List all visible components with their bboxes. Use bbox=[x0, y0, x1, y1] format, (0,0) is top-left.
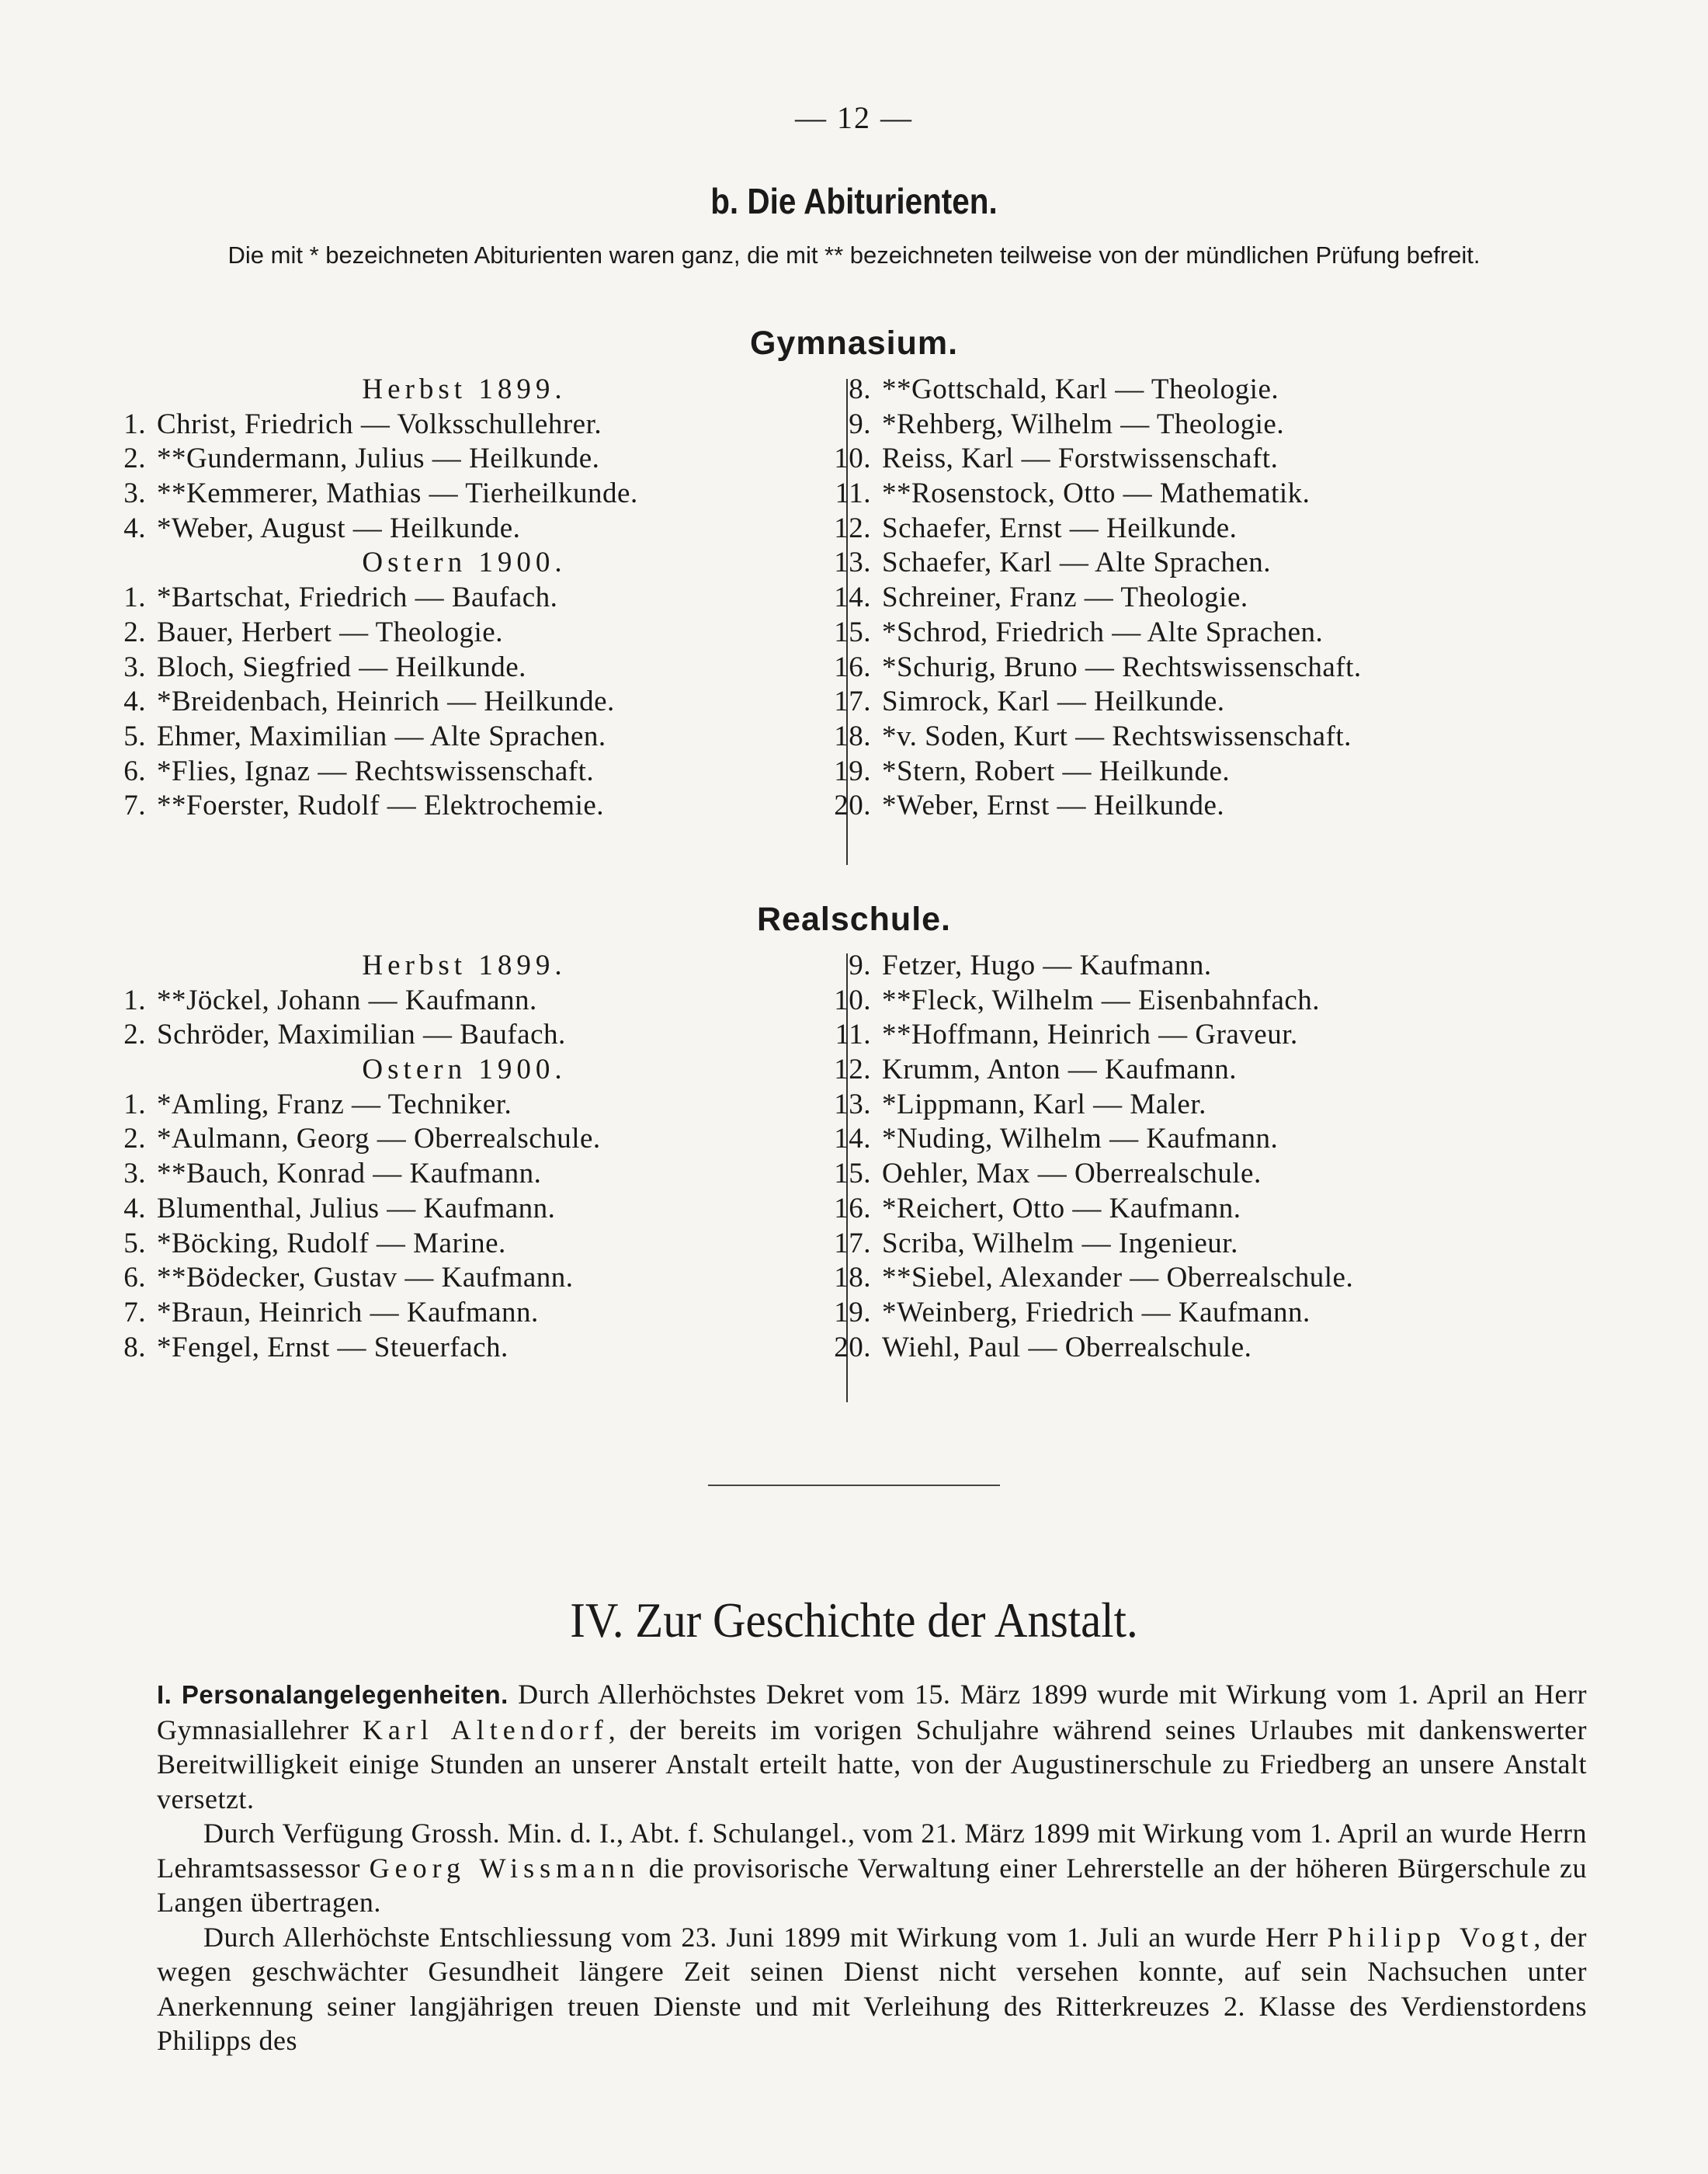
item-text: *Breidenbach, Heinrich — Heilkunde. bbox=[157, 686, 615, 718]
item-text: Schröder, Maximilian — Baufach. bbox=[157, 1019, 566, 1051]
list-item bbox=[817, 581, 1678, 616]
body-text bbox=[157, 1677, 1587, 2058]
paragraph-personal bbox=[157, 1677, 1587, 1816]
item-text: **Hoffmann, Heinrich — Graveur. bbox=[882, 1019, 1298, 1051]
list-item bbox=[92, 755, 837, 790]
item-text: Schreiner, Franz — Theologie. bbox=[882, 582, 1248, 614]
item-number: 12. bbox=[834, 1054, 871, 1086]
realschule-ostern-label: Ostern 1900. bbox=[362, 1054, 567, 1086]
item-number: 4. bbox=[123, 512, 146, 544]
list-item bbox=[92, 651, 837, 686]
subsection-heading: I. Personalangelegenheiten. bbox=[157, 1680, 509, 1709]
realschule-herbst-label: Herbst 1899. bbox=[362, 950, 567, 981]
item-number: 15. bbox=[834, 616, 871, 648]
paragraph-vogt bbox=[157, 1920, 1587, 2058]
item-number: 20. bbox=[834, 1331, 871, 1363]
item-number: 12. bbox=[834, 512, 871, 544]
item-number: 5. bbox=[123, 1227, 146, 1259]
list-item bbox=[817, 1122, 1678, 1157]
item-text: **Foerster, Rudolf — Elektrochemie. bbox=[157, 790, 605, 822]
item-number: 10. bbox=[834, 443, 871, 475]
page-number: — 12 — bbox=[795, 100, 913, 135]
list-item bbox=[817, 720, 1678, 755]
item-text: *Lippmann, Karl — Maler. bbox=[882, 1088, 1206, 1120]
item-number: 20. bbox=[834, 790, 871, 822]
realschule-ostern-left-list bbox=[92, 1088, 837, 1366]
item-text: *Fengel, Ernst — Steuerfach. bbox=[157, 1331, 509, 1363]
list-item bbox=[92, 1227, 837, 1262]
item-number: 18. bbox=[834, 720, 871, 752]
item-text: Wiehl, Paul — Oberrealschule. bbox=[882, 1331, 1252, 1363]
list-item bbox=[92, 1331, 837, 1366]
gymnasium-herbst-label: Herbst 1899. bbox=[362, 373, 567, 405]
item-text: *Reichert, Otto — Kaufmann. bbox=[882, 1192, 1241, 1224]
item-number: 3. bbox=[123, 478, 146, 510]
item-text: *Flies, Ignaz — Rechtswissenschaft. bbox=[157, 755, 595, 787]
item-text: Simrock, Karl — Heilkunde. bbox=[882, 686, 1225, 718]
item-text: Krumm, Anton — Kaufmann. bbox=[882, 1054, 1237, 1086]
exemption-note: Die mit * bezeichneten Abiturienten waren ganz, die mit ** bezeichneten teilweise von der mündlichen Prüfung befreit. bbox=[227, 241, 1481, 269]
item-number: 14. bbox=[834, 582, 871, 614]
list-item bbox=[92, 477, 837, 512]
item-text: Bauer, Herbert — Theologie. bbox=[157, 616, 503, 648]
realschule-left-column bbox=[92, 949, 837, 1365]
list-item bbox=[817, 512, 1678, 547]
item-text: *Aulmann, Georg — Oberrealschule. bbox=[157, 1123, 601, 1155]
list-item bbox=[817, 477, 1678, 512]
item-number: 19. bbox=[834, 1296, 871, 1328]
person-name: Karl Altendorf bbox=[362, 1714, 609, 1745]
gymnasium-heading: Gymnasium. bbox=[749, 325, 959, 362]
list-item bbox=[92, 581, 837, 616]
item-number: 10. bbox=[834, 984, 871, 1016]
list-item bbox=[817, 1261, 1678, 1296]
gymnasium-ostern-right-list bbox=[817, 373, 1678, 824]
list-item bbox=[92, 408, 837, 443]
list-item bbox=[92, 1088, 837, 1123]
paragraph-text: Durch Verfügung Grossh. Min. d. I., Abt. f. Schulangel., vom 21. März 1899 mit Wirkung vom 1. April an wurde Herrn Lehramtsassessor bbox=[157, 1818, 1587, 1884]
item-text: Scriba, Wilhelm — Ingenieur. bbox=[882, 1227, 1238, 1259]
item-number: 15. bbox=[834, 1158, 871, 1190]
item-number: 17. bbox=[834, 1227, 871, 1259]
item-number: 2. bbox=[123, 443, 146, 475]
list-item bbox=[817, 1018, 1678, 1053]
section-divider bbox=[708, 1485, 1000, 1486]
list-item bbox=[817, 1157, 1678, 1192]
item-text: **Gottschald, Karl — Theologie. bbox=[882, 373, 1279, 405]
list-item bbox=[817, 789, 1678, 824]
item-number: 5. bbox=[123, 720, 146, 752]
item-number: 8. bbox=[123, 1331, 146, 1363]
gymnasium-right-column bbox=[817, 373, 1678, 824]
realschule-right-column bbox=[817, 949, 1678, 1365]
item-number: 1. bbox=[123, 984, 146, 1016]
list-item bbox=[92, 984, 837, 1019]
list-item bbox=[92, 1192, 837, 1227]
list-item bbox=[817, 442, 1678, 477]
item-number: 9. bbox=[849, 950, 871, 981]
list-item bbox=[817, 1331, 1678, 1366]
item-number: 4. bbox=[123, 686, 146, 718]
paragraph-text: Durch Allerhöchstes Dekret vom 15. März 1899 wurde mit Wirkung vom 1. April an Herr Gymnasiallehrer bbox=[157, 1679, 1587, 1745]
item-number: 2. bbox=[123, 616, 146, 648]
item-text: *Stern, Robert — Heilkunde. bbox=[882, 755, 1231, 787]
item-number: 2. bbox=[123, 1123, 146, 1155]
gymnasium-ostern-label: Ostern 1900. bbox=[362, 547, 567, 579]
list-item bbox=[817, 1088, 1678, 1123]
item-text: **Gundermann, Julius — Heilkunde. bbox=[157, 443, 600, 475]
item-text: **Fleck, Wilhelm — Eisenbahnfach. bbox=[882, 984, 1321, 1016]
item-text: *Bartschat, Friedrich — Baufach. bbox=[157, 582, 558, 614]
item-number: 18. bbox=[834, 1262, 871, 1294]
item-number: 1. bbox=[123, 1088, 146, 1120]
list-item bbox=[92, 789, 837, 824]
item-number: 2. bbox=[123, 1019, 146, 1051]
paragraph-text: , der bereits im vorigen Schuljahre während seines Urlaubes mit dankenswerter Bereitwilligkeit einige Stunden an unserer Anstalt erteilt hatte, von der Augustinerschule zu Friedberg an unsere Anstalt versetzt. bbox=[157, 1714, 1587, 1815]
list-item bbox=[817, 373, 1678, 408]
item-text: *v. Soden, Kurt — Rechtswissenschaft. bbox=[882, 720, 1352, 752]
item-text: Christ, Friedrich — Volksschullehrer. bbox=[157, 408, 602, 440]
list-item bbox=[92, 1122, 837, 1157]
list-item bbox=[817, 408, 1678, 443]
realschule-herbst-list bbox=[92, 984, 837, 1053]
item-text: **Bödecker, Gustav — Kaufmann. bbox=[157, 1262, 574, 1294]
list-item bbox=[817, 616, 1678, 651]
item-text: **Rosenstock, Otto — Mathematik. bbox=[882, 478, 1311, 510]
item-text: *Braun, Heinrich — Kaufmann. bbox=[157, 1296, 539, 1328]
item-text: *Weinberg, Friedrich — Kaufmann. bbox=[882, 1296, 1311, 1328]
list-item bbox=[817, 1227, 1678, 1262]
paragraph-text: Durch Allerhöchste Entschliessung vom 23. Juni 1899 mit Wirkung vom 1. Juli an wurde Herr bbox=[203, 1921, 1328, 1953]
item-number: 13. bbox=[834, 1088, 871, 1120]
list-item bbox=[92, 442, 837, 477]
item-number: 8. bbox=[849, 373, 871, 405]
item-text: *Böcking, Rudolf — Marine. bbox=[157, 1227, 506, 1259]
item-number: 6. bbox=[123, 1262, 146, 1294]
list-item bbox=[92, 1157, 837, 1192]
item-number: 6. bbox=[123, 755, 146, 787]
list-item bbox=[92, 1296, 837, 1331]
person-name: Philipp Vogt bbox=[1327, 1921, 1534, 1953]
person-name: Georg Wissmann bbox=[369, 1852, 640, 1884]
item-number: 14. bbox=[834, 1123, 871, 1155]
item-text: **Bauch, Konrad — Kaufmann. bbox=[157, 1158, 542, 1190]
chapter-title: IV. Zur Geschichte der Anstalt. bbox=[570, 1592, 1138, 1648]
list-item bbox=[92, 616, 837, 651]
item-text: Ehmer, Maximilian — Alte Sprachen. bbox=[157, 720, 606, 752]
list-item bbox=[817, 1192, 1678, 1227]
list-item bbox=[817, 1296, 1678, 1331]
list-item bbox=[92, 1261, 837, 1296]
item-text: Oehler, Max — Oberrealschule. bbox=[882, 1158, 1262, 1190]
item-text: Fetzer, Hugo — Kaufmann. bbox=[882, 950, 1212, 981]
item-number: 16. bbox=[834, 651, 871, 683]
item-text: *Weber, Ernst — Heilkunde. bbox=[882, 790, 1225, 822]
list-item bbox=[817, 755, 1678, 790]
item-number: 3. bbox=[123, 1158, 146, 1190]
list-item bbox=[92, 720, 837, 755]
item-number: 9. bbox=[849, 408, 871, 440]
list-item bbox=[92, 1018, 837, 1053]
item-number: 16. bbox=[834, 1192, 871, 1224]
item-text: *Weber, August — Heilkunde. bbox=[157, 512, 521, 544]
item-number: 4. bbox=[123, 1192, 146, 1224]
item-number: 11. bbox=[835, 478, 871, 510]
list-item bbox=[817, 949, 1678, 984]
item-number: 1. bbox=[123, 582, 146, 614]
list-item bbox=[817, 685, 1678, 720]
item-text: *Amling, Franz — Techniker. bbox=[157, 1088, 512, 1120]
list-item bbox=[817, 984, 1678, 1019]
item-number: 7. bbox=[123, 1296, 146, 1328]
list-item bbox=[92, 685, 837, 720]
item-number: 1. bbox=[123, 408, 146, 440]
item-text: Blumenthal, Julius — Kaufmann. bbox=[157, 1192, 556, 1224]
list-item bbox=[817, 651, 1678, 686]
item-text: **Jöckel, Johann — Kaufmann. bbox=[157, 984, 537, 1016]
item-text: Bloch, Siegfried — Heilkunde. bbox=[157, 651, 526, 683]
item-text: *Schrod, Friedrich — Alte Sprachen. bbox=[882, 616, 1324, 648]
item-number: 19. bbox=[834, 755, 871, 787]
list-item bbox=[817, 1053, 1678, 1088]
item-number: 17. bbox=[834, 686, 871, 718]
paragraph-wissmann bbox=[157, 1816, 1587, 1920]
paragraph-text: , der wegen geschwächter Gesundheit längere Zeit seinen Dienst nicht versehen konnte, auf sein Nachsuchen unter Anerkennung seiner langjährigen treuen Dienste und mit Verleihung des Ritterkreuzes 2. Klasse des Verdienstordens Philipps des bbox=[157, 1921, 1587, 2056]
list-item bbox=[817, 546, 1678, 581]
item-text: **Kemmerer, Mathias — Tierheilkunde. bbox=[157, 478, 638, 510]
item-number: 13. bbox=[834, 547, 871, 579]
item-text: Reiss, Karl — Forstwissenschaft. bbox=[882, 443, 1279, 475]
item-text: Schaefer, Karl — Alte Sprachen. bbox=[882, 547, 1271, 579]
item-text: *Schurig, Bruno — Rechtswissenschaft. bbox=[882, 651, 1362, 683]
gymnasium-left-column bbox=[92, 373, 837, 824]
list-item bbox=[92, 512, 837, 547]
item-number: 7. bbox=[123, 790, 146, 822]
item-number: 11. bbox=[835, 1019, 871, 1051]
gymnasium-herbst-list bbox=[92, 408, 837, 547]
item-number: 3. bbox=[123, 651, 146, 683]
item-text: Schaefer, Ernst — Heilkunde. bbox=[882, 512, 1238, 544]
section-title: b. Die Abiturienten. bbox=[710, 181, 998, 221]
item-text: *Rehberg, Wilhelm — Theologie. bbox=[882, 408, 1285, 440]
item-text: *Nuding, Wilhelm — Kaufmann. bbox=[882, 1123, 1279, 1155]
gymnasium-ostern-left-list bbox=[92, 581, 837, 824]
realschule-ostern-right-list bbox=[817, 949, 1678, 1365]
paragraph-text: die provisorische Verwaltung einer Lehrerstelle an der höheren Bürgerschule zu Langen übertragen. bbox=[157, 1852, 1587, 1918]
realschule-heading: Realschule. bbox=[757, 901, 951, 938]
item-text: **Siebel, Alexander — Oberrealschule. bbox=[882, 1262, 1354, 1294]
